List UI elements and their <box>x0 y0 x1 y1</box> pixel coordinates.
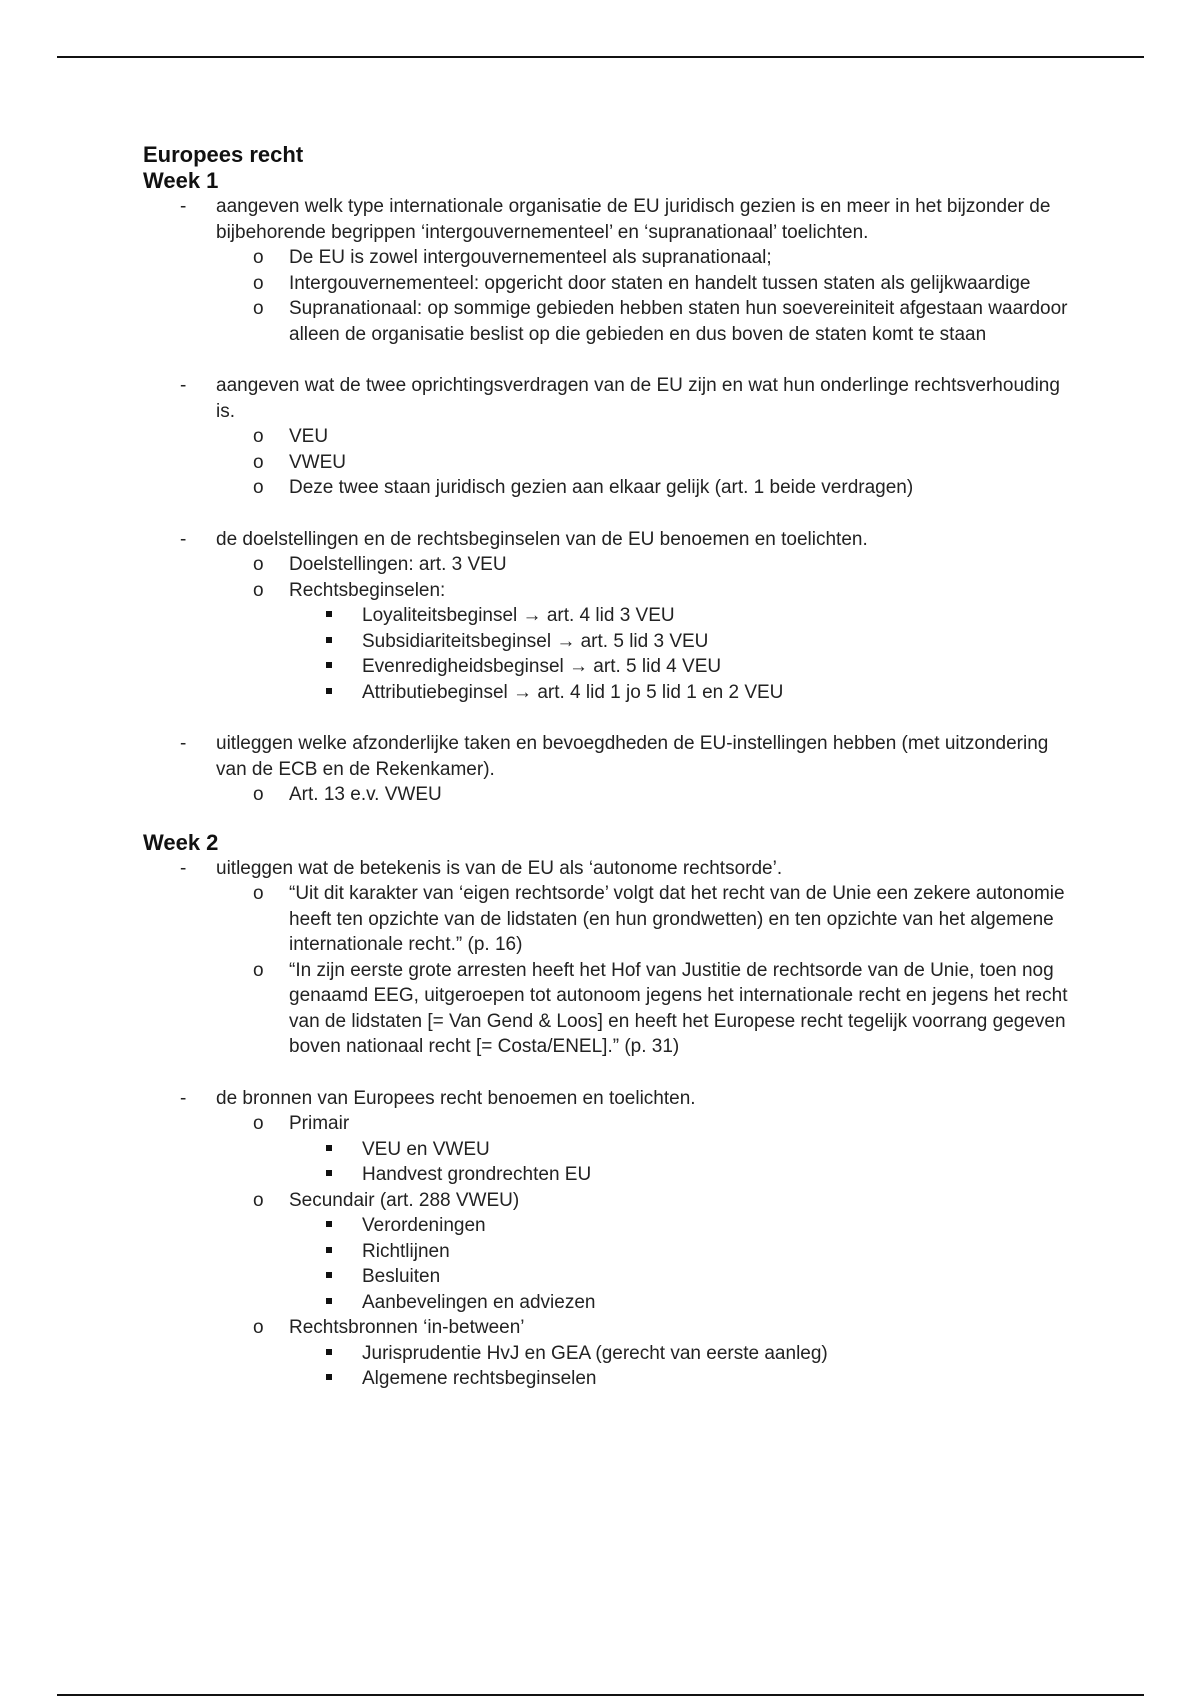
sub-note-item: Richtlijnen <box>143 1239 1083 1265</box>
dash-bullet-icon: - <box>180 196 187 217</box>
circle-bullet-icon: o <box>253 451 264 473</box>
circle-bullet-icon: o <box>253 298 264 319</box>
objective-text: de bronnen van Europees recht benoemen en toelichten. <box>216 1087 696 1109</box>
objective-item <box>143 373 1083 501</box>
objective-item <box>143 731 1083 808</box>
note-item: o “Uit dit karakter van ‘eigen rechtsorde’ volgt dat het recht van de Unie een zekere autonomie heeft ten opzichte van de lidstaten (en hun grondwetten) en ten opzichte van het algemene internationale recht.” (p. 16) <box>253 883 1065 955</box>
objective-item <box>143 527 1083 706</box>
circle-bullet-icon: o <box>253 784 264 805</box>
circle-bullet-icon: o <box>253 1189 264 1211</box>
circle-bullet-icon: o <box>253 579 264 601</box>
note-item: o Intergouvernementeel: opgericht door staten en handelt tussen staten als gelijkwaardige <box>143 271 1083 297</box>
note-item: o Primair VEU en VWEU Handvest grondrechten EU <box>143 1111 1083 1188</box>
note-item: o Rechtsbronnen ‘in-between’ Jurisprudentie HvJ en GEA (gerecht van eerste aanleg) Algemene rechtsbeginselen <box>143 1315 1083 1392</box>
note-item: o VEU <box>143 424 1083 450</box>
objective-text: de doelstellingen en de rechtsbeginselen van de EU benoemen en toelichten. <box>216 528 868 550</box>
circle-bullet-icon: o <box>253 1317 264 1338</box>
square-bullet-icon <box>326 1239 332 1265</box>
note-item: o Doelstellingen: art. 3 VEU <box>143 552 1083 578</box>
objective-item <box>143 194 1083 347</box>
square-bullet-icon <box>326 654 332 680</box>
circle-bullet-icon: o <box>253 883 264 904</box>
circle-bullet-icon: o <box>253 477 264 498</box>
sub-note-item: Verordeningen <box>143 1213 1083 1239</box>
dash-bullet-icon: - <box>180 733 187 754</box>
circle-bullet-icon: o <box>253 554 264 575</box>
sub-note-item: Attributiebeginsel → art. 4 lid 1 jo 5 lid 1 en 2 VEU <box>143 680 1083 706</box>
document-title: Europees recht <box>143 142 304 167</box>
square-bullet-icon <box>326 1137 332 1163</box>
square-bullet-icon <box>326 1366 332 1392</box>
note-item: o Art. 13 e.v. VWEU <box>143 782 1083 808</box>
objective-text: aangeven wat de twee oprichtingsverdragen van de EU zijn en wat hun onderlinge rechtsverhouding is. <box>216 375 1060 422</box>
objective-text: aangeven welk type internationale organisatie de EU juridisch gezien is en meer in het bijzonder de bijbehorende begrippen ‘intergouvernementeel’ en ‘supranationaal’ toelichten. <box>216 196 1051 243</box>
dash-bullet-icon: - <box>180 528 187 550</box>
week-2-objectives <box>143 856 1083 1392</box>
sub-note-item: Algemene rechtsbeginselen <box>143 1366 1083 1392</box>
page-top-rule <box>57 56 1144 58</box>
objective-item <box>143 856 1083 1060</box>
circle-bullet-icon: o <box>253 426 264 447</box>
square-bullet-icon <box>326 1290 332 1316</box>
note-item: o Supranationaal: op sommige gebieden hebben staten hun soevereiniteit afgestaan waardoor alleen de organisatie beslist op die gebieden en dus boven de staten komt te staan <box>253 298 1068 345</box>
square-bullet-icon <box>326 680 332 706</box>
note-item: o “In zijn eerste grote arresten heeft het Hof van Justitie de rechtsorde van de Unie, toen nog genaamd EEG, uitgeroepen tot autonoom jegens het internationale recht en jegens het recht van de lidstaten [= Van Gend & Loos] en heeft het Europese recht tegelijk voorrang gegeven boven nationaal recht [= Costa/ENEL].” (p. 31) <box>253 959 1068 1057</box>
objective-text: uitleggen wat de betekenis is van de EU als ‘autonome rechtsorde’. <box>216 857 783 879</box>
note-item: o Rechtsbeginselen: Loyaliteitsbeginsel → art. 4 lid 3 VEU Subsidiariteitsbeginsel → art. 5 lid 3 VEU Evenredigheidsbeginsel → art. 5 lid 4 VEU Attributiebeginsel → art. 4 lid 1 jo 5 lid 1 en 2 VEU <box>143 578 1083 706</box>
dash-bullet-icon: - <box>180 857 187 879</box>
square-bullet-icon <box>326 1162 332 1188</box>
square-bullet-icon <box>326 629 332 655</box>
week-1-objectives <box>143 194 1083 808</box>
sub-note-item: Evenredigheidsbeginsel → art. 5 lid 4 VEU <box>143 654 1083 680</box>
circle-bullet-icon: o <box>253 1113 264 1134</box>
sub-note-item: Jurisprudentie HvJ en GEA (gerecht van eerste aanleg) <box>143 1341 1083 1367</box>
sub-note-item: Aanbevelingen en adviezen <box>143 1290 1083 1316</box>
note-item: o Secundair (art. 288 VWEU) Verordeningen Richtlijnen Besluiten Aanbevelingen en adviezen <box>143 1188 1083 1316</box>
sub-note-item: Subsidiariteitsbeginsel → art. 5 lid 3 VEU <box>143 629 1083 655</box>
document-body <box>143 142 1083 1392</box>
page-bottom-rule <box>57 1694 1144 1696</box>
circle-bullet-icon: o <box>253 272 264 294</box>
sub-note-item: Besluiten <box>143 1264 1083 1290</box>
square-bullet-icon <box>326 1341 332 1367</box>
week-2-heading: Week 2 <box>143 829 219 855</box>
sub-note-item: Handvest grondrechten EU <box>143 1162 1083 1188</box>
week-1-heading: Week 1 <box>143 168 219 193</box>
note-item: o De EU is zowel intergouvernementeel als supranationaal; <box>143 245 1083 271</box>
note-item: o Deze twee staan juridisch gezien aan elkaar gelijk (art. 1 beide verdragen) <box>143 475 1083 501</box>
objective-text: uitleggen welke afzonderlijke taken en bevoegdheden de EU-instellingen hebben (met uitzondering van de ECB en de Rekenkamer). <box>216 733 1049 780</box>
circle-bullet-icon: o <box>253 959 264 981</box>
sub-note-item: VEU en VWEU <box>143 1137 1083 1163</box>
square-bullet-icon <box>326 1213 332 1239</box>
objective-item <box>143 1086 1083 1392</box>
dash-bullet-icon: - <box>180 375 187 396</box>
sub-note-item: Loyaliteitsbeginsel → art. 4 lid 3 VEU <box>143 603 1083 629</box>
dash-bullet-icon: - <box>180 1087 187 1109</box>
circle-bullet-icon: o <box>253 247 264 268</box>
square-bullet-icon <box>326 1264 332 1290</box>
square-bullet-icon <box>326 603 332 629</box>
note-item: o VWEU <box>143 450 1083 476</box>
